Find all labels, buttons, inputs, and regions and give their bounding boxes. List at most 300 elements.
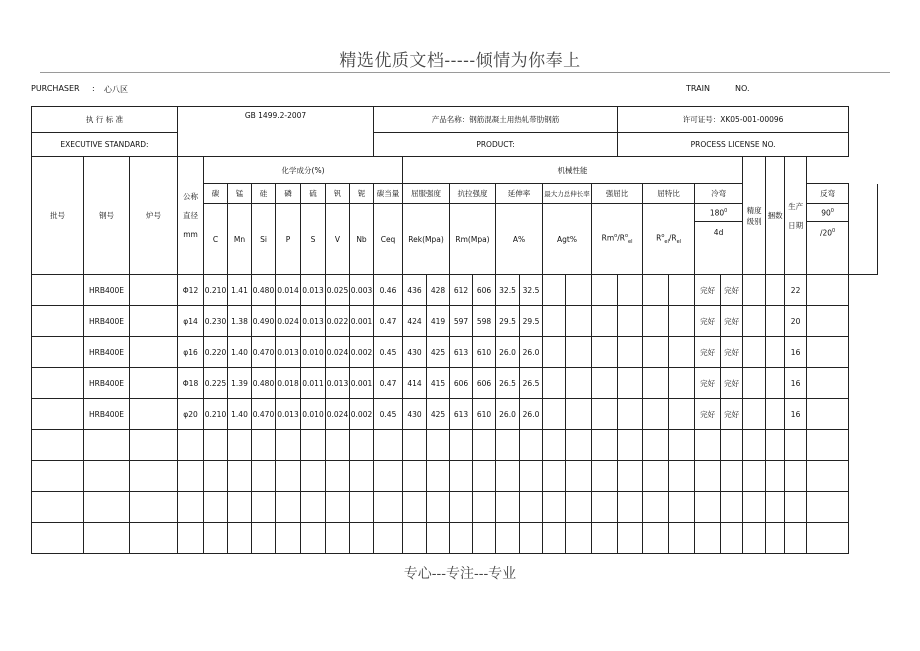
cell-agt2 — [566, 275, 592, 306]
cell-rek2: 425 — [427, 399, 450, 430]
cell-nb: 0.003 — [350, 275, 374, 306]
cell-s: 0.011 — [301, 368, 326, 399]
cell-si — [252, 523, 276, 554]
chem-c-en: C — [204, 204, 228, 275]
cell-agt1 — [543, 306, 566, 337]
cell-heat — [130, 275, 178, 306]
quality-certificate-table — [31, 106, 878, 554]
cell-yr1 — [643, 275, 669, 306]
chem-v-en: V — [326, 204, 350, 275]
cell-yr1 — [643, 523, 669, 554]
cell-a1: 26.5 — [496, 368, 520, 399]
tensile-strength-cn: 抗拉强度 — [450, 184, 496, 204]
cell-heat — [130, 306, 178, 337]
cell-mn: 1.39 — [228, 368, 252, 399]
cell-batch — [32, 461, 84, 492]
cell-rm1: 613 — [450, 399, 473, 430]
yield-strength-en: Rek(Mpa) — [403, 204, 450, 275]
cell-si: 0.480 — [252, 368, 276, 399]
table-row — [32, 399, 878, 430]
strength-yield-ratio-formula: $Rm^o/R^o_{el}$ — [592, 204, 643, 275]
cell-p — [276, 461, 301, 492]
cell-sr2 — [618, 430, 643, 461]
rebend-cn: 反弯 — [807, 184, 849, 204]
cell-agt2 — [566, 399, 592, 430]
cell-agt2 — [566, 523, 592, 554]
cell-yr1 — [643, 306, 669, 337]
cell-bend2 — [721, 492, 743, 523]
cell-rek2 — [427, 461, 450, 492]
cell-a2: 32.5 — [520, 275, 543, 306]
cell-mn — [228, 523, 252, 554]
cell-p: 0.013 — [276, 337, 301, 368]
cell-rm1: 613 — [450, 337, 473, 368]
cell-date — [807, 306, 849, 337]
cell-nb — [350, 430, 374, 461]
cell-v — [326, 461, 350, 492]
cell-agt1 — [543, 492, 566, 523]
cell-a2 — [520, 523, 543, 554]
cell-c: 0.225 — [204, 368, 228, 399]
purchaser-value: 心八区 — [104, 85, 128, 94]
strength-yield-ratio-cn: 强屈比 — [592, 184, 643, 204]
cell-heat — [130, 523, 178, 554]
cold-bend-diameter: 4d — [695, 222, 743, 275]
cell-v: 0.024 — [326, 337, 350, 368]
cell-yr2 — [669, 523, 695, 554]
yield-ratio-formula: $R^o_{el}/R_{el}$ — [643, 204, 695, 275]
cell-rm2: 606 — [473, 275, 496, 306]
cell-yr2 — [669, 399, 695, 430]
nominal-diameter-unit: mm — [183, 230, 198, 239]
license-number-cn: 许可证号：XK05-001-00096 — [618, 107, 849, 133]
chem-p-en: P — [276, 204, 301, 275]
cell-yr1 — [643, 430, 669, 461]
rebend-angle-1: $90^0$ — [807, 204, 849, 222]
cell-p: 0.013 — [276, 399, 301, 430]
cell-bundles — [785, 430, 807, 461]
cell-p — [276, 523, 301, 554]
chem-nb-cn: 铌 — [350, 184, 374, 204]
cell-rm2 — [473, 430, 496, 461]
page-footer: 专心---专注---专业 — [403, 566, 517, 582]
cell-yr2 — [669, 461, 695, 492]
cell-sr1 — [592, 337, 618, 368]
cell-yr1 — [643, 492, 669, 523]
table-row — [32, 368, 878, 399]
cell-ceq — [374, 461, 403, 492]
production-date-line2: 日期 — [788, 220, 804, 230]
cell-rm1 — [450, 492, 473, 523]
chem-s-cn: 硫 — [301, 184, 326, 204]
purchaser-label: PURCHASER — [31, 84, 80, 93]
cell-sr2 — [618, 461, 643, 492]
cell-v — [326, 523, 350, 554]
col-precision-grade: 精度级别 — [743, 157, 766, 275]
cell-agt1 — [543, 399, 566, 430]
cell-dia: φ16 — [178, 337, 204, 368]
cell-bend1: 完好 — [695, 337, 721, 368]
cell-sr1 — [592, 492, 618, 523]
cell-prec — [766, 523, 785, 554]
cell-rebend — [743, 492, 766, 523]
cell-sr2 — [618, 399, 643, 430]
cell-ceq — [374, 523, 403, 554]
cell-rm1: 606 — [450, 368, 473, 399]
cell-sr2 — [618, 337, 643, 368]
cell-date — [807, 461, 849, 492]
cell-agt2 — [566, 461, 592, 492]
cell-a1 — [496, 492, 520, 523]
cell-ceq: 0.47 — [374, 306, 403, 337]
exec-standard-label-en: EXECUTIVE STANDARD: — [32, 133, 178, 157]
cell-ceq — [374, 430, 403, 461]
rebend-angle-2: $/20^0$ — [807, 222, 849, 275]
cell-batch — [32, 337, 84, 368]
cell-agt2 — [566, 306, 592, 337]
table-row — [32, 430, 878, 461]
cell-yr2 — [669, 430, 695, 461]
cell-rek1: 424 — [403, 306, 427, 337]
cell-rek1: 436 — [403, 275, 427, 306]
cell-s: 0.010 — [301, 337, 326, 368]
cell-sr1 — [592, 275, 618, 306]
cell-agt1 — [543, 337, 566, 368]
cell-bend2: 完好 — [721, 399, 743, 430]
cell-rek1: 430 — [403, 337, 427, 368]
cell-si: 0.480 — [252, 275, 276, 306]
chem-mn-en: Mn — [228, 204, 252, 275]
cold-bend-cn: 冷弯 — [695, 184, 743, 204]
col-steel-grade: 钢号 — [84, 157, 130, 275]
cell-rebend — [743, 523, 766, 554]
cell-yr2 — [669, 337, 695, 368]
cell-c: 0.230 — [204, 306, 228, 337]
cell-rm2 — [473, 523, 496, 554]
cell-agt1 — [543, 275, 566, 306]
cell-yr2 — [669, 492, 695, 523]
cell-bend2: 完好 — [721, 275, 743, 306]
cell-sr1 — [592, 399, 618, 430]
cell-a2 — [520, 430, 543, 461]
cell-mn: 1.40 — [228, 399, 252, 430]
cell-rm2: 606 — [473, 368, 496, 399]
cell-p — [276, 492, 301, 523]
cell-yr1 — [643, 337, 669, 368]
cell-bend2 — [721, 461, 743, 492]
cell-sr2 — [618, 523, 643, 554]
cell-nb: 0.002 — [350, 399, 374, 430]
cell-rek1: 414 — [403, 368, 427, 399]
cell-bend1: 完好 — [695, 306, 721, 337]
cell-sr1 — [592, 306, 618, 337]
cell-s: 0.013 — [301, 306, 326, 337]
cell-dia — [178, 430, 204, 461]
cell-s — [301, 461, 326, 492]
cell-batch — [32, 492, 84, 523]
cell-mn — [228, 492, 252, 523]
cell-rm2: 610 — [473, 399, 496, 430]
cell-grade — [84, 461, 130, 492]
cell-date — [807, 430, 849, 461]
chem-c-cn: 碳 — [204, 184, 228, 204]
cell-nb — [350, 461, 374, 492]
nominal-diameter-line2: 直径 — [183, 211, 198, 220]
purchaser-colon: : — [92, 84, 95, 93]
cell-sr2 — [618, 492, 643, 523]
chem-mn-cn: 锰 — [228, 184, 252, 204]
cell-a2 — [520, 461, 543, 492]
cell-rm2: 598 — [473, 306, 496, 337]
col-nominal-diameter — [178, 157, 204, 275]
cell-v — [326, 430, 350, 461]
cell-bundles: 20 — [785, 306, 807, 337]
cell-nb — [350, 492, 374, 523]
cell-date — [807, 399, 849, 430]
table-row — [32, 275, 878, 306]
cell-rebend — [743, 399, 766, 430]
chem-p-cn: 磷 — [276, 184, 301, 204]
cell-rebend — [743, 306, 766, 337]
chem-si-en: Si — [252, 204, 276, 275]
cell-rebend — [743, 337, 766, 368]
cell-agt1 — [543, 461, 566, 492]
cell-date — [807, 337, 849, 368]
cell-nb: 0.001 — [350, 306, 374, 337]
cell-si — [252, 492, 276, 523]
cell-mn: 1.38 — [228, 306, 252, 337]
cell-c — [204, 430, 228, 461]
cell-yr2 — [669, 306, 695, 337]
cold-bend-angle: $180^0$ — [695, 204, 743, 222]
cell-date — [807, 275, 849, 306]
yield-strength-cn: 屈服强度 — [403, 184, 450, 204]
cell-rebend — [743, 275, 766, 306]
cell-a2: 29.5 — [520, 306, 543, 337]
cell-batch — [32, 430, 84, 461]
cell-batch — [32, 368, 84, 399]
cell-a1 — [496, 523, 520, 554]
cell-v: 0.013 — [326, 368, 350, 399]
cell-sr1 — [592, 430, 618, 461]
product-name-cn: 产品名称：钢筋混凝土用热轧带肋钢筋 — [374, 107, 618, 133]
cell-a2: 26.0 — [520, 337, 543, 368]
exec-standard-label-cn: 执 行 标 准 — [32, 107, 178, 133]
cell-p — [276, 430, 301, 461]
chem-s-en: S — [301, 204, 326, 275]
cell-dia: Φ12 — [178, 275, 204, 306]
cell-prec — [766, 430, 785, 461]
cell-rm1: 597 — [450, 306, 473, 337]
cell-bend2 — [721, 523, 743, 554]
cell-date — [807, 492, 849, 523]
cell-sr1 — [592, 523, 618, 554]
cell-si: 0.470 — [252, 337, 276, 368]
chem-ceq-cn: 碳当量 — [374, 184, 403, 204]
chem-ceq-en: Ceq — [374, 204, 403, 275]
cell-grade — [84, 430, 130, 461]
cell-si: 0.470 — [252, 399, 276, 430]
cell-date — [807, 523, 849, 554]
cell-mn: 1.41 — [228, 275, 252, 306]
cell-grade — [84, 523, 130, 554]
cell-heat — [130, 461, 178, 492]
cell-grade: HRB400E — [84, 306, 130, 337]
cell-bend1 — [695, 523, 721, 554]
cell-agt2 — [566, 430, 592, 461]
cell-heat — [130, 430, 178, 461]
cell-rm2: 610 — [473, 337, 496, 368]
cell-bundles — [785, 461, 807, 492]
cell-rek1 — [403, 430, 427, 461]
cell-agt1 — [543, 523, 566, 554]
cell-dia — [178, 523, 204, 554]
cell-grade: HRB400E — [84, 337, 130, 368]
cell-rm1 — [450, 461, 473, 492]
cell-rm1 — [450, 430, 473, 461]
cell-bundles: 16 — [785, 337, 807, 368]
cell-dia: φ14 — [178, 306, 204, 337]
cell-agt1 — [543, 368, 566, 399]
cell-rek2: 428 — [427, 275, 450, 306]
cell-prec — [766, 306, 785, 337]
cell-c: 0.210 — [204, 399, 228, 430]
cell-rek2 — [427, 492, 450, 523]
cell-heat — [130, 368, 178, 399]
cell-prec — [766, 368, 785, 399]
cell-v: 0.024 — [326, 399, 350, 430]
table-row — [32, 523, 878, 554]
cell-a1 — [496, 461, 520, 492]
cell-batch — [32, 399, 84, 430]
cell-dia — [178, 492, 204, 523]
cell-bend2: 完好 — [721, 306, 743, 337]
cell-a2 — [520, 492, 543, 523]
elongation-cn: 延伸率 — [496, 184, 543, 204]
cell-bend1 — [695, 492, 721, 523]
cell-si — [252, 461, 276, 492]
cell-s: 0.013 — [301, 275, 326, 306]
cell-mn — [228, 461, 252, 492]
cell-heat — [130, 337, 178, 368]
cell-yr2 — [669, 275, 695, 306]
total-elongation-en: Agt% — [543, 204, 592, 275]
cell-sr2 — [618, 275, 643, 306]
cell-p: 0.018 — [276, 368, 301, 399]
tensile-strength-en: Rm(Mpa) — [450, 204, 496, 275]
cell-rebend — [743, 368, 766, 399]
cell-si: 0.490 — [252, 306, 276, 337]
table-row — [32, 337, 878, 368]
cell-nb — [350, 523, 374, 554]
cell-agt2 — [566, 337, 592, 368]
cell-v: 0.025 — [326, 275, 350, 306]
cell-a2: 26.5 — [520, 368, 543, 399]
cell-rek1 — [403, 492, 427, 523]
cell-agt1 — [543, 430, 566, 461]
cell-grade — [84, 492, 130, 523]
cell-a1: 32.5 — [496, 275, 520, 306]
cell-nb: 0.002 — [350, 337, 374, 368]
cell-a2: 26.0 — [520, 399, 543, 430]
table-row — [32, 461, 878, 492]
cell-c — [204, 461, 228, 492]
cell-batch — [32, 306, 84, 337]
chemical-composition-group: 化学成分(%) — [204, 157, 403, 184]
cell-prec — [766, 492, 785, 523]
cell-yr1 — [643, 368, 669, 399]
cell-rm2 — [473, 461, 496, 492]
cell-a1: 26.0 — [496, 399, 520, 430]
cell-bend1 — [695, 430, 721, 461]
cell-s — [301, 523, 326, 554]
col-production-date — [785, 157, 807, 275]
cell-a1: 29.5 — [496, 306, 520, 337]
cell-s — [301, 492, 326, 523]
cell-bend2: 完好 — [721, 368, 743, 399]
no-label: NO. — [735, 84, 750, 93]
production-date-line1: 生产 — [788, 201, 804, 211]
mechanical-properties-group: 机械性能 — [403, 157, 743, 184]
header-divider — [40, 72, 890, 73]
cell-bend2: 完好 — [721, 337, 743, 368]
cell-ceq — [374, 492, 403, 523]
cell-heat — [130, 399, 178, 430]
cell-s — [301, 430, 326, 461]
cell-prec — [766, 461, 785, 492]
cell-bundles: 16 — [785, 368, 807, 399]
cell-heat — [130, 492, 178, 523]
elongation-en: A% — [496, 204, 543, 275]
nominal-diameter-line1: 公称 — [183, 192, 198, 201]
train-label: TRAIN — [686, 84, 710, 93]
license-number-en: PROCESS LICENSE NO. — [618, 133, 849, 157]
cell-yr2 — [669, 368, 695, 399]
cell-ceq: 0.47 — [374, 368, 403, 399]
cell-sr2 — [618, 368, 643, 399]
cell-bundles — [785, 492, 807, 523]
cell-agt2 — [566, 368, 592, 399]
cell-bend1 — [695, 461, 721, 492]
cell-bundles: 16 — [785, 399, 807, 430]
cell-dia: φ20 — [178, 399, 204, 430]
cell-c — [204, 492, 228, 523]
cell-rek2 — [427, 430, 450, 461]
cell-yr1 — [643, 399, 669, 430]
chem-v-cn: 钒 — [326, 184, 350, 204]
cell-c: 0.210 — [204, 275, 228, 306]
cell-c: 0.220 — [204, 337, 228, 368]
cell-sr1 — [592, 368, 618, 399]
cell-si — [252, 430, 276, 461]
cell-rek2 — [427, 523, 450, 554]
col-bundles: 捆数 — [766, 157, 785, 275]
cell-c — [204, 523, 228, 554]
cell-rm1 — [450, 523, 473, 554]
cell-a1 — [496, 430, 520, 461]
cell-p: 0.024 — [276, 306, 301, 337]
cell-sr2 — [618, 306, 643, 337]
cell-yr1 — [643, 461, 669, 492]
cell-dia: Φ18 — [178, 368, 204, 399]
cell-p: 0.014 — [276, 275, 301, 306]
cell-mn — [228, 430, 252, 461]
cell-rm1: 612 — [450, 275, 473, 306]
cell-batch — [32, 275, 84, 306]
cell-batch — [32, 523, 84, 554]
cell-rebend — [743, 461, 766, 492]
cell-v: 0.022 — [326, 306, 350, 337]
